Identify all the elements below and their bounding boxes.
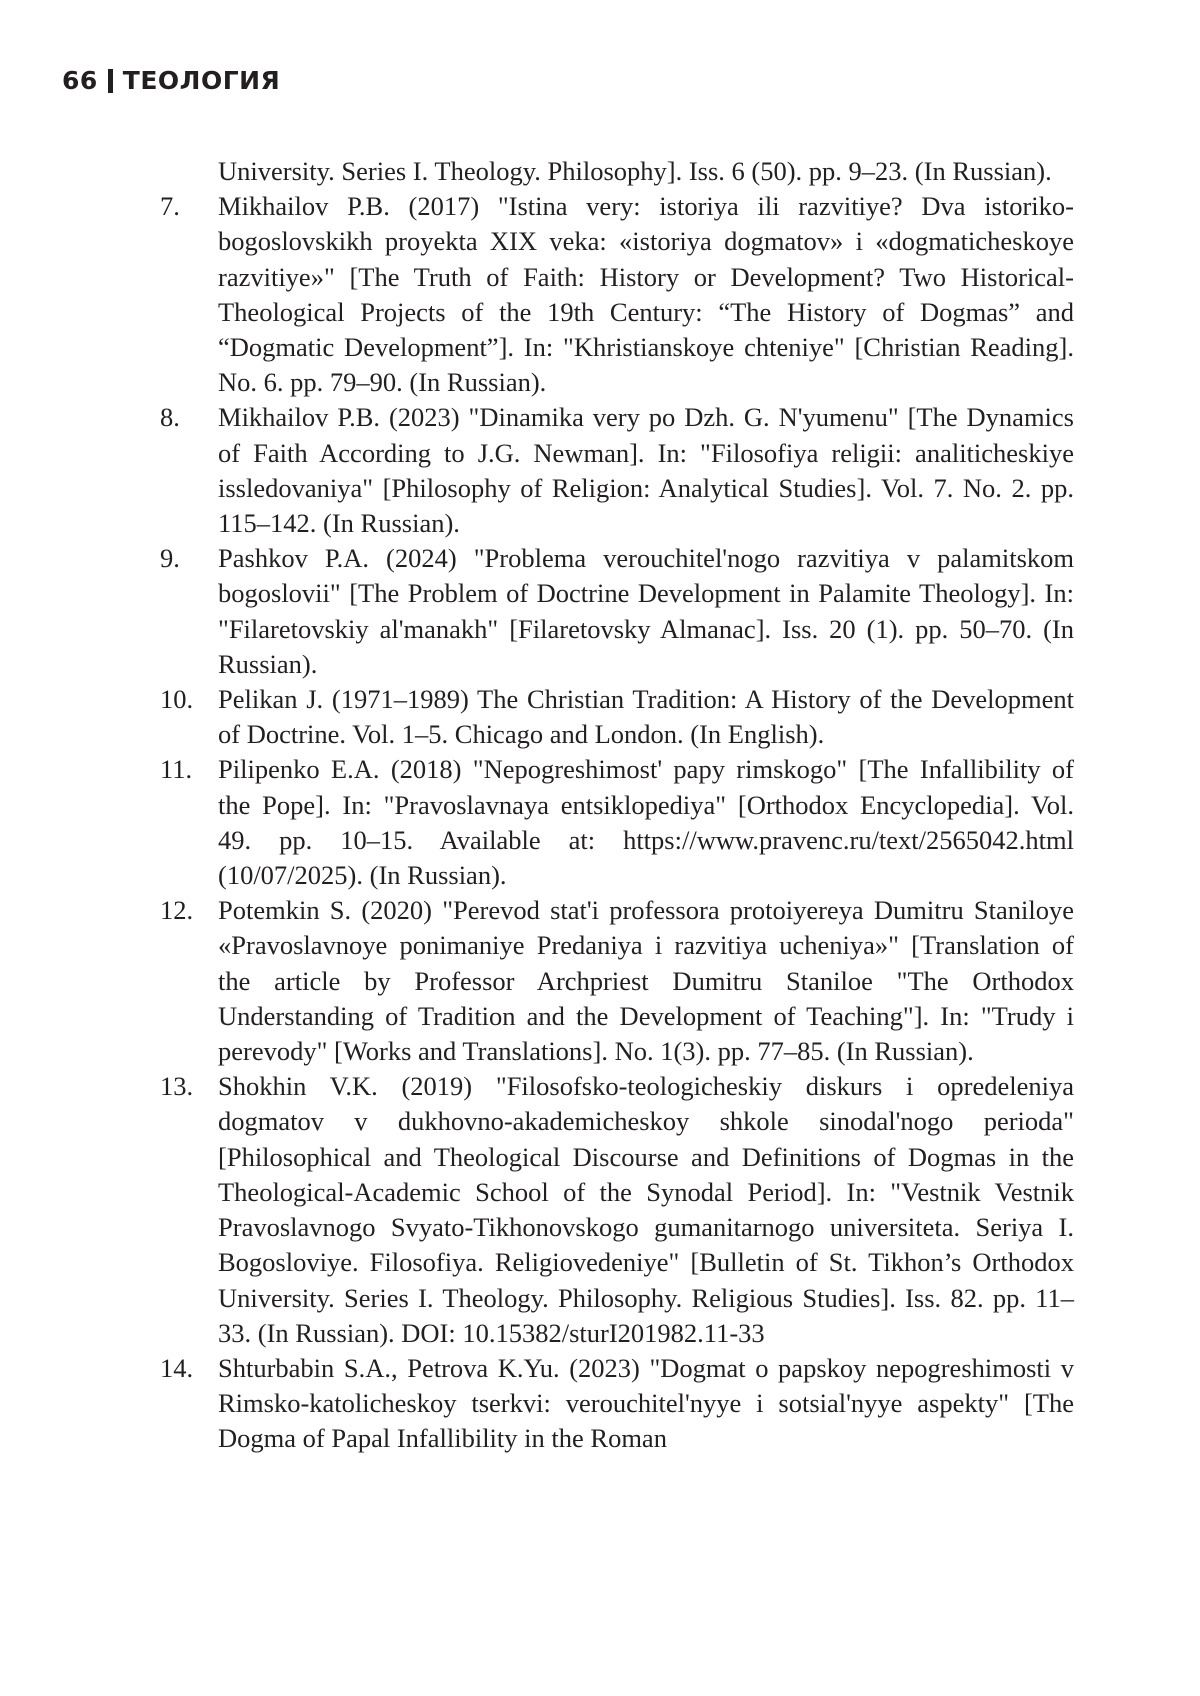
reference-number: 12. bbox=[160, 895, 194, 926]
reference-text: Mikhailov P.B. (2023) "Dinamika very po Dzh. G. N'yumenu" [The Dynamics of Faith According to J.G. Newman]. In: "Filosofiya religii: analiticheskiye issledovaniya" [Philosophy of Religion: Analytical Studies]. Vol. 7. No. 2. pp. 115–142. (In Russian). bbox=[218, 402, 1074, 539]
reference-item-14 bbox=[160, 1351, 1074, 1457]
reference-item-11 bbox=[160, 752, 1074, 893]
reference-item-8 bbox=[160, 400, 1074, 541]
reference-text: Pilipenko E.A. (2018) "Nepogreshimost' papy rimskogo" [The Infallibility of the Pope]. In: "Pravoslavnaya entsiklopediya" [Orthodox Encyclopedia]. Vol. 49. pp. 10–15. Available at: https://www.pravenc.ru/text/2565042.html (10/07/2025). (In Russian). bbox=[218, 754, 1074, 891]
reference-text: Mikhailov P.B. (2017) "Istina very: istoriya ili razvitiye? Dva istoriko-bogoslovskikh proyekta XIX veka: «istoriya dogmatov» i «dogmaticheskoye razvitiye»" [The Truth of Faith: History or Development? Two Historical-Theological Projects of the 19th Century: “The History of Dogmas” and “Dogmatic Development”]. In: "Khristianskoye chteniye" [Christian Reading]. No. 6. pp. 79–90. (In Russian). bbox=[218, 191, 1074, 398]
reference-number: 14. bbox=[160, 1352, 194, 1383]
reference-number: 7. bbox=[160, 191, 180, 222]
reference-item-10 bbox=[160, 682, 1074, 752]
reference-text: Shokhin V.K. (2019) "Filosofsko-teologicheskiy diskurs i opredeleniya dogmatov v dukhovno-akademicheskoy shkole sinodal'nogo perioda" [Philosophical and Theological Discourse and Definitions of Dogmas in the Theological-Academic School of the Synodal Period]. In: "Vestnik Vestnik Pravoslavnogo Svyato-Tikhonovskogo gumanitarnogo universiteta. Seriya I. Bogosloviye. Filosofiya. Religiovedeniye" [Bulletin of St. Tikhon’s Orthodox University. Series I. Theology. Philosophy. Religious Studies]. Iss. 82. pp. 11–33. (In Russian). DOI: 10.15382/sturI201982.11-33 bbox=[218, 1071, 1074, 1348]
reference-item-12 bbox=[160, 893, 1074, 1069]
reference-list bbox=[160, 154, 1074, 1457]
separator-bar bbox=[108, 69, 113, 93]
reference-number: 9. bbox=[160, 543, 180, 574]
reference-item-9 bbox=[160, 541, 1074, 682]
reference-number: 8. bbox=[160, 402, 180, 433]
page-number: 66 bbox=[62, 66, 98, 95]
reference-text: Shturbabin S.A., Petrova K.Yu. (2023) "Dogmat o papskoy nepogreshimosti v Rimsko-katolicheskoy tserkvi: verouchitel'nyye i sotsial'nyye aspekty" [The Dogma of Papal Infallibility in the Roman bbox=[218, 1352, 1074, 1454]
reference-text: Potemkin S. (2020) "Perevod stat'i professora protoiyereya Dumitru Staniloye «Pravoslavnoye ponimaniye Predaniya i razvitiya ucheniya»" [Translation of the article by Professor Archpriest Dumitru Staniloe "The Orthodox Understanding of Tradition and the Development of Teaching"]. In: "Trudy i perevody" [Works and Translations]. No. 1(3). pp. 77–85. (In Russian). bbox=[218, 895, 1074, 1067]
reference-number: 10. bbox=[160, 684, 194, 715]
reference-text: Pelikan J. (1971–1989) The Christian Tradition: A History of the Development of Doctrine. Vol. 1–5. Chicago and London. (In English). bbox=[218, 684, 1074, 750]
section-title: ТЕОЛОГИЯ bbox=[122, 66, 281, 95]
reference-continuation bbox=[160, 154, 1074, 189]
reference-text: Pashkov P.A. (2024) "Problema verouchitel'nogo razvitiya v palamitskom bogoslovii" [The Problem of Doctrine Development in Palamite Theology]. In: "Filaretovskiy al'manakh" [Filaretovsky Almanac]. Iss. 20 (1). pp. 50–70. (In Russian). bbox=[218, 543, 1074, 679]
reference-item-13 bbox=[160, 1069, 1074, 1351]
reference-item-7 bbox=[160, 189, 1074, 400]
reference-number: 13. bbox=[160, 1071, 194, 1102]
reference-text: University. Series I. Theology. Philosophy]. Iss. 6 (50). pp. 9–23. (In Russian). bbox=[218, 156, 1052, 186]
reference-number: 11. bbox=[160, 754, 193, 785]
running-head bbox=[62, 66, 280, 95]
